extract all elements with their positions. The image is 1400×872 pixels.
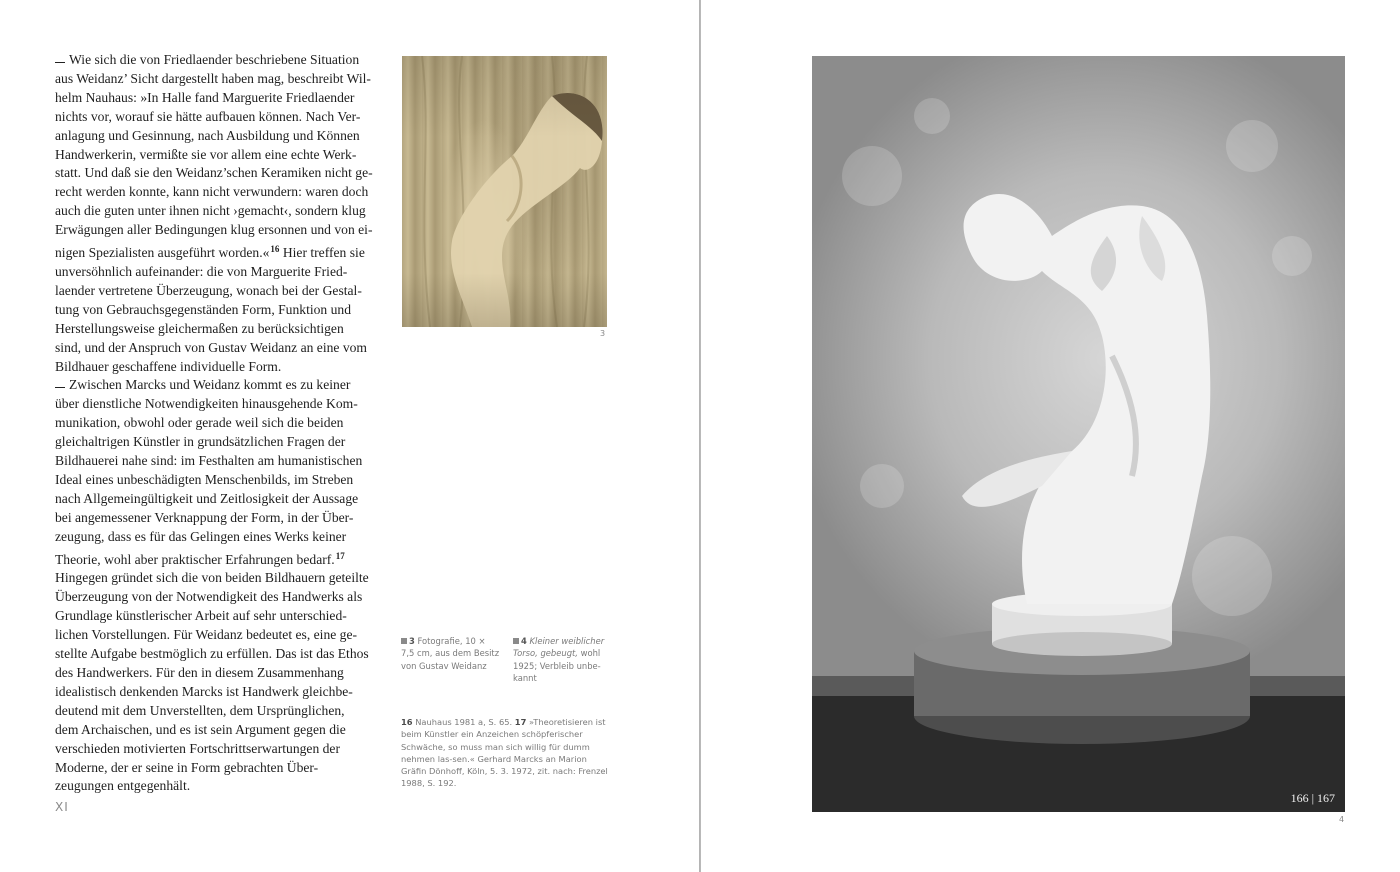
page-number: 166 | 167 [1290,791,1335,805]
body-line: Handwerkerin, vermißte sie vor allem eine echte Werk- [55,146,357,162]
body-line: Überzeugung von der Notwendigkeit des Handwerks als [55,589,363,605]
body-line: Theorie, wohl aber praktischer Erfahrungen bedarf.$^{17}$ [55,550,345,567]
body-line: Wie sich die von Friedlaender beschriebene Situation [55,51,369,70]
body-line: Moderne, der er seine in Form gebrachten Über- [55,759,319,775]
body-line: gleichaltrigen Künstler in grundsätzlichen Fragen der [55,434,346,450]
body-line: anlagung und Gesinnung, nach Ausbildung und Können [55,127,360,143]
body-line: bei angemessener Verknappung der Form, in der Über- [55,509,354,525]
body-line: Zwischen Marcks und Weidanz kommt es zu keiner [55,376,369,395]
body-line: helm Nauhaus: »In Halle fand Marguerite Friedlaender [55,89,355,105]
body-line: statt. Und daß sie den Weidanz’schen Keramiken nicht ge- [55,165,373,181]
figure-4-number: 4 [1339,815,1345,824]
body-line: idealistisch denkenden Marcks ist Handwerk gleichbe- [55,683,353,699]
body-line: zeugungen entgegenhält. [55,778,191,794]
body-line: verschieden motivierten Fortschrittserwartungen der [55,740,340,756]
body-line: des Handwerkers. Für den in diesem Zusammenhang [55,665,344,680]
body-line: nach Allgemeingültigkeit und Zeitlosigkeit der Aussage [55,490,359,506]
footnote-ref[interactable]: 16 [270,244,280,255]
body-line: nigen Spezialisten ausgeführt worden.«$^{16}$ Hier treffen sie [55,244,365,261]
right-page [701,0,1400,872]
body-line: über dienstliche Notwendigkeiten hinausgehende Kom- [55,396,358,412]
body-line: Bildhauer geschaffene individuelle Form. [55,358,282,374]
body-line: zeugung, dass es für das Gelingen eines Werks keiner [55,528,347,544]
caption-figure-4: 4 Kleiner weiblicher Torso, gebeugt, wohl 1925; Verbleib unbe-kannt [513,636,605,684]
body-line: dem Archaischen, und es ist sein Argument gegen die [55,721,346,737]
body-line: deutend mit dem Unverstellten, dem Ursprünglichen, [55,702,345,718]
body-line: munikation, obwohl oder gerade weil sich die beiden [55,415,344,431]
body-line: Hingegen gründet sich die von beiden Bildhauern geteilte [55,570,369,586]
body-line: Bildhauerei nahe sind: im Festhalten am humanistischen [55,453,363,469]
body-line: recht werden konnte, kann nicht verwundern: waren doch [55,184,369,200]
body-line: Grundlage künstlerischer Arbeit auf sehr unterschied- [55,608,347,624]
footnotes: 16 Nauhaus 1981 a, S. 65. 17 »Theoretisieren ist beim Künstler ein Anzeichen schöpferischer Schwäche, so muss man sich willig für dumm nehmen las-sen.« Gerhard Marcks an Marion Gräfin Dönhoff, Köln, 5. 3. 1972, zit. nach: Frenzel 1988, S. 192. [401,717,608,789]
body-line: aus Weidanz’ Sicht dargestellt haben mag, beschreibt Wil- [55,70,371,86]
figure-3-photo [402,56,607,327]
figure-4-photo [812,56,1345,812]
body-line: Erwägungen aller Bedingungen klug ersonnen und von ei- [55,222,373,238]
body-line: lichen Vorstellungen. Für Weidanz bedeutet es, eine ge- [55,627,358,643]
body-line: nichts vor, worauf sie hätte aufbauen können. Nach Ver- [55,108,361,124]
body-line: laender vertretene Überzeugung, wonach bei der Gestal- [55,282,362,298]
left-page [0,0,699,872]
paragraph-marker [55,62,65,63]
caption-marker-icon [401,638,407,644]
figure-3-number: 3 [600,329,606,338]
body-line: sind, und der Anspruch von Gustav Weidanz an eine vom [55,339,368,355]
folio: XI [55,800,69,814]
body-line: stellte Aufgabe bestmöglich zu erfüllen. Das ist das Ethos [55,646,369,662]
body-line: tung von Gebrauchsgegenständen Form, Funktion und [55,301,352,317]
body-line: Herstellungsweise gleichermaßen zu berücksichtigen [55,320,344,336]
body-text [55,51,373,796]
paragraph-marker [55,387,65,388]
body-line: Ideal eines unbeschädigten Menschenbilds, im Streben [55,471,354,487]
caption-marker-icon [513,638,519,644]
body-line: unversöhnlich aufeinander: die von Marguerite Fried- [55,263,348,279]
body-line: auch die guten unter ihnen nicht ›gemacht‹, sondern klug [55,203,366,219]
caption-figure-3: 3 Fotografie, 10 × 7,5 cm, aus dem Besitz von Gustav Weidanz [401,636,500,671]
footnote-ref[interactable]: 17 [335,550,345,561]
